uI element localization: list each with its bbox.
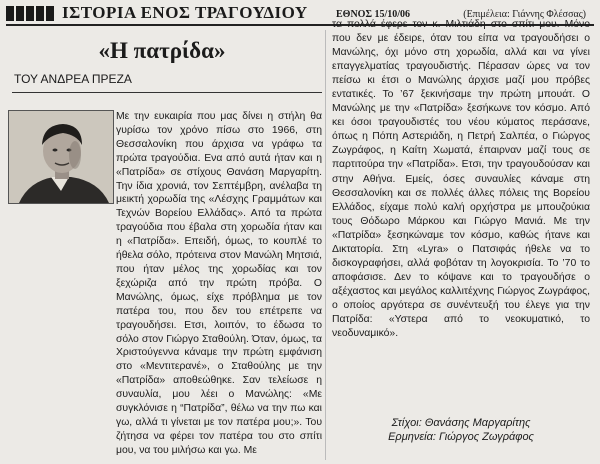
performer-credit: Ερμηνεία: Γιώργος Ζωγράφος	[388, 431, 534, 443]
article-body-left-column: Με την ευκαιρία που μας δίνει η στήλη θα γυρίσω τον χρόνο πίσω στο 1966, στη Θεσσαλονίκη που άρχισα να γράφω τα πρώτα τραγούδια. Ενα από αυτά ήταν και η «Πατρίδα» σε στίχους Θανάση Μαργαρίτη. Την ίδια χρονιά, τον Σεπτέμβρη, ανέλαβα τη μεικτή χορωδία της «Λέσχης Γραμμάτων και Τεχνών Βορείου Ελλάδας». Από τα πρώτα τραγούδια που έβαλα στη χορωδία ήταν και η «Πατρίδα». Επειδή, όμως, το κουπλέ το ήθελα σόλο, πρότεινα στον Μανώλη Μητσιά, που ήταν μέλος της χορωδίας και τον ξεχώριζα από την πρώτη πρόβα. Ο Μανώλης, όμως, είχε πρόβλημα με τον πατέρα του, που δεν του επέτρεπε να τραγουδήσει. Ετσι, λοιπόν, το έδωσα το σόλο στον Γιώργο Σταθούλη. Όταν, όμως, τα Χριστούγεννα κάναμε την πρώτη εμφάνιση στο «Μεντιτερανέ», ο Σταθούλης με την «Πατρίδα» αποθεώθηκε. Σαν τελείωσε η συναυλία, μου λέει ο Μανώλης: «Με συγκλόνισε η “Πατρίδα”, θέλω να την πω και γω, αλλά τι γίνεται με τον πατέρα μου;». Του ζήτησα να φέρει τον πατέρα του στο σπίτι μου, να του μιλήσω και γω. Με	[116, 111, 322, 456]
publication-date: ΕΘΝΟΣ 15/10/06	[336, 9, 411, 20]
article-body-right-column: τα πολλά έφερε τον κ. Μιλτιάδη στο σπίτι μου. Μόνο που δεν με έδειρε, όταν του είπα να τραγουδήσει ο Μανώλης, όχι μόνο στη χορωδία, αλλά και να γίνει επαγγελματίας τραγουδιστής. Πέρασαν ώρες να τον πείσω κι έτσι ο Μανώλης άρχισε μαζί μου πρόβες εντατικές. Το ’67 ξεκινήσαμε την πρώτη μπουάτ. Ο Μανώλης με την «Πατρίδα» ξεσήκωνε τον κόσμο. Από κει όσοι τραγουδιστές του νέου κύματος περάσανε, όπως η Πόπη Αστεριάδη, η Πετρή Σαλπέα, ο Γιώργος Ζωγράφος, η Καίτη Χωματά, έπαιρναν μαζί τους σε παρτιτούρα την «Πατρίδα». Ετσι, την τραγουδούσαν και στην Αθήνα. Εμείς, όσες συναυλίες κάναμε στη Θεσσαλονίκη και σε πολλές άλλες πόλεις της Βορείου Ελλάδος, είχαμε πολύ καλή ορχήστρα με μπουζούκια τους Θόδωρο Μάρκου και Γιώργο Μανιά. Με την «Πατρίδα» ξεσηκώναμε τον κόσμο, καθώς ήτανε και Δικτατορία. Στη «Lyra» ο Πατσιφάς ήθελε να το δισκογραφήσει, αλλά φοβόταν τη λογοκρισία. Το ’70 το αποφάσισε. Δεν το κόψανε και το τραγουδήσε ο αξέχαστος και μεγάλος καλλιτέχνης Γιώργος Ζωγράφος, ο οποίος αργότερα σε συνέντευξή του έλεγε για την Πατρίδα: «Υστερα από το νεοκυματικό, το νεοδυναμικό».	[332, 19, 590, 340]
portrait-photo-icon	[8, 110, 114, 204]
article-title: «Η πατρίδα»	[98, 38, 226, 63]
lyrics-credit: Στίχοι: Θανάσης Μαργαρίτης	[391, 417, 531, 429]
editor-credit: (Επιμέλεια: Γιάννης Φλέσσας)	[463, 9, 586, 20]
song-credits	[332, 416, 590, 444]
column-divider	[325, 30, 326, 460]
section-title: ΙΣΤΟΡΙΑ ΕΝΟΣ ΤΡΑΓΟΥΔΙΟΥ	[62, 3, 308, 22]
header-blocks-icon	[6, 6, 54, 21]
byline-rule	[12, 92, 322, 93]
byline: ΤΟΥ ΑΝΔΡΕΑ ΠΡΕΖΑ	[14, 72, 132, 86]
